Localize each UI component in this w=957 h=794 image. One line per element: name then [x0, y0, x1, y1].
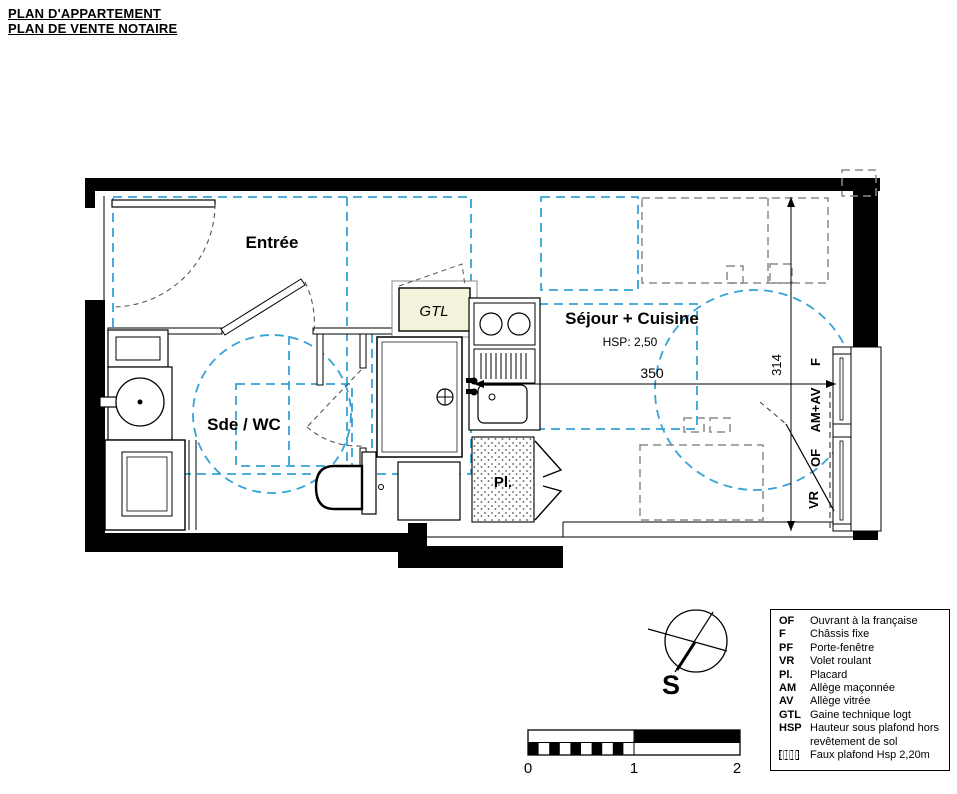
room-label-sejour-cuisine: Séjour + Cuisine	[565, 309, 699, 328]
window-label-am-av: AM+AV	[808, 387, 823, 433]
pillow-outline	[770, 264, 792, 283]
legend-abbr: AM	[779, 682, 797, 695]
glazing-upper	[840, 358, 843, 420]
sde-door	[307, 370, 362, 446]
scale-tick-2: 2	[732, 760, 742, 777]
legend-row	[779, 615, 943, 628]
dimension-350-label: 350	[640, 365, 664, 381]
legend-row	[779, 682, 943, 695]
legend-abbr: Pl.	[779, 668, 793, 681]
legend-desc: Faux plafond Hsp 2,20m	[810, 749, 930, 762]
legend-row	[779, 695, 943, 708]
shower-stall	[377, 337, 462, 457]
title-line-1: PLAN D'APPARTEMENT	[8, 6, 162, 21]
legend-desc: Hauteur sous plafond hors revêtement de sol	[810, 722, 940, 748]
legend-desc: Châssis fixe	[810, 628, 870, 641]
legend-row	[779, 655, 943, 668]
compass-south-label: S	[661, 670, 681, 700]
toilet	[316, 452, 384, 514]
south-needle	[677, 642, 695, 670]
entry-door-swing-arc	[112, 204, 215, 307]
dimension-314-label: 314	[769, 354, 784, 376]
legend-box	[770, 609, 950, 771]
legend-desc: Porte-fenêtre	[810, 641, 875, 654]
legend-abbr: VR	[779, 655, 795, 668]
dimension-314	[787, 197, 795, 531]
scale-tick-1: 1	[629, 760, 639, 777]
folding-door	[535, 441, 561, 520]
legend-row	[779, 709, 943, 722]
legend-row	[779, 722, 943, 749]
legend-desc: Ouvrant à la française	[810, 615, 918, 627]
burner-icon	[508, 313, 530, 335]
scale-bar	[524, 730, 741, 777]
legend-desc: Placard	[810, 668, 848, 681]
kitchen-block	[466, 298, 540, 430]
legend-abbr: AV	[779, 695, 794, 708]
faux-plafond-swatch-icon	[779, 750, 799, 760]
hall-door-swing-arc	[305, 282, 314, 331]
bed-outline	[642, 198, 828, 283]
window-label-vr: VR	[806, 490, 821, 510]
legend-abbr	[779, 749, 810, 764]
shower-tray	[105, 440, 196, 530]
legend-abbr: PF	[779, 641, 794, 654]
placard-label: Pl.	[493, 474, 513, 491]
base-cabinet	[398, 462, 460, 520]
room-sublabel-hsp: HSP: 2,50	[602, 335, 658, 349]
basin-drain-dot	[138, 400, 143, 405]
toilet-valve-dot	[379, 485, 384, 490]
scale-tick-0: 0	[523, 760, 533, 777]
legend-abbr: F	[779, 628, 786, 641]
room-label-sde-wc: Sde / WC	[207, 415, 281, 434]
room-label-entree: Entrée	[245, 233, 299, 252]
table-outline	[640, 445, 763, 520]
legend-abbr: OF	[779, 615, 795, 627]
window-label-f: F	[808, 358, 823, 366]
legend-abbr: HSP	[779, 722, 802, 735]
gtl-unit	[392, 264, 477, 337]
title-line-2: PLAN DE VENTE NOTAIRE	[8, 21, 178, 36]
legend-row	[779, 749, 943, 764]
legend-row	[779, 669, 943, 682]
washbasin-unit	[100, 330, 172, 440]
placard	[472, 437, 561, 522]
toilet-tank	[362, 452, 376, 514]
legend-row	[779, 642, 943, 655]
sink	[478, 385, 527, 423]
sink-drain-dot	[489, 394, 495, 400]
window-assembly	[833, 347, 881, 531]
window-transom	[833, 424, 851, 437]
legend-abbr: GTL	[779, 708, 801, 721]
compass	[648, 610, 727, 672]
entry-door-leaf	[112, 200, 215, 207]
gtl-label: GTL	[419, 303, 449, 320]
legend-desc: Volet roulant	[810, 655, 872, 668]
legend-desc: Gaine technique logt	[810, 708, 911, 721]
window-label-of: OF	[808, 448, 823, 468]
chair-outline	[710, 418, 730, 432]
burner-icon	[480, 313, 502, 335]
toilet-bowl	[316, 466, 362, 509]
legend-desc: Allège vitrée	[810, 695, 871, 708]
legend-row	[779, 628, 943, 641]
hall-door	[221, 279, 314, 335]
entry-door	[104, 196, 215, 307]
glazing-lower	[840, 441, 843, 520]
window-sill	[851, 347, 881, 531]
legend-desc: Allège maçonnée	[810, 682, 896, 695]
hall-door-leaf	[221, 279, 305, 335]
